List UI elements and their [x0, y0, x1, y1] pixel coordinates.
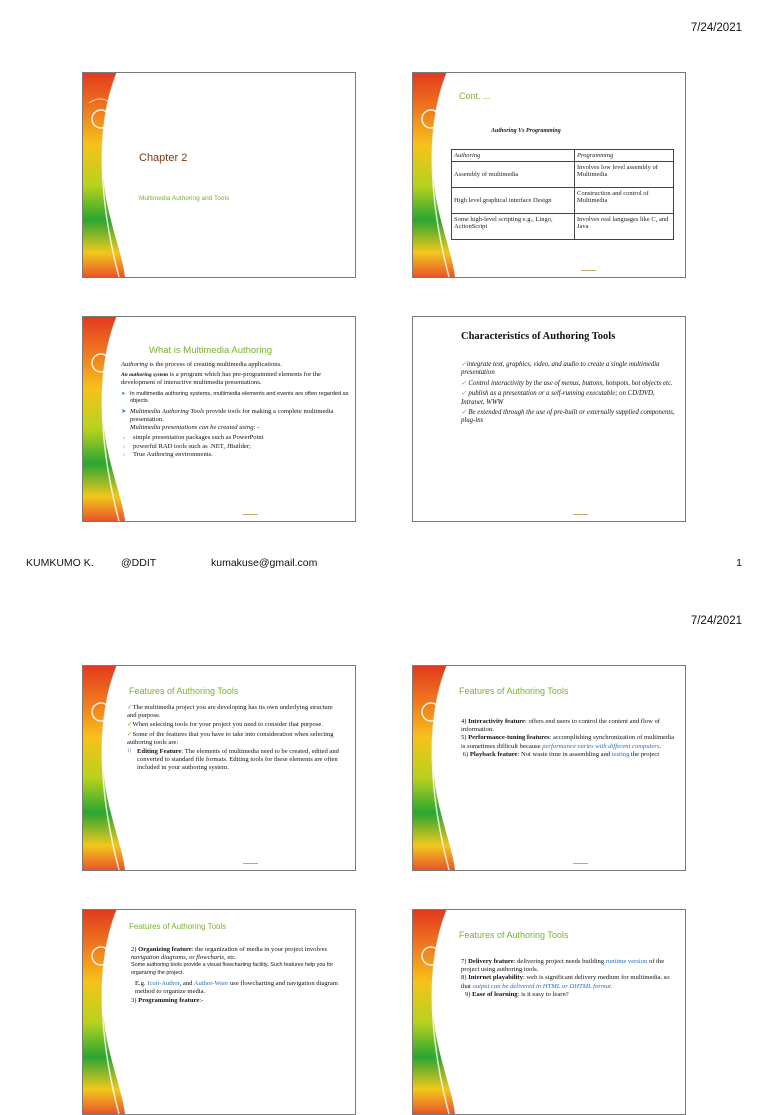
item-number: 9)	[465, 990, 471, 998]
text: : delivering project needs building	[513, 958, 606, 965]
check-icon: ✓	[461, 379, 467, 387]
bold-text: Internet playability	[468, 974, 523, 982]
check-icon: ✓	[127, 730, 133, 738]
check-item	[461, 390, 677, 407]
text: : the organization of media in your project involves	[191, 946, 328, 953]
slide-footer-mark: ▬▬▬▬▬	[573, 512, 588, 516]
text: E.g.	[135, 980, 148, 988]
check-item	[127, 721, 343, 729]
rainbow-swoosh-decoration	[413, 910, 455, 1114]
slide-body	[461, 718, 675, 759]
tool-list	[121, 434, 349, 459]
text: Be extended through the use of pre-built or externally supplied components, plug-ins	[461, 409, 675, 425]
paragraph	[121, 371, 349, 387]
slide-subtitle: Multimedia Authoring and Tools	[139, 195, 230, 202]
item-number: 3)	[131, 996, 137, 1004]
text: use flowcharting and navigation diagram method to organize media.	[135, 980, 338, 996]
check-icon: ✓	[127, 704, 133, 711]
slide-body	[131, 946, 345, 1005]
item-number: 5)	[461, 734, 467, 742]
text: : The elements of multimedia need to be created, edited and converted to standard file formats. Editing tools for these elements are often included in your authoring system.	[137, 748, 339, 772]
slide-body	[461, 958, 675, 999]
table-row	[452, 214, 674, 240]
emphasis: An authoring system	[121, 372, 169, 379]
slide-title: Cont. ...	[459, 91, 491, 101]
emphasis: navigation diagrams	[131, 954, 186, 962]
rainbow-swoosh-decoration	[83, 666, 125, 870]
item-number: 1)	[127, 749, 132, 755]
chevron-bullet-icon: ›	[123, 450, 126, 458]
table-cell: Construction and control of Multimedia	[575, 188, 674, 214]
footer-email[interactable]: kumakuse@gmail.com	[211, 557, 318, 569]
text: In multimedia authoring systems, multimedia elements and events are often regarded as objects.	[130, 390, 349, 405]
footer-org: @DDIT	[121, 557, 157, 569]
rainbow-swoosh-decoration	[413, 73, 455, 277]
highlight-text: Icon-Author	[147, 980, 180, 988]
slide-thumbnail-features-1[interactable]	[82, 665, 356, 871]
emphasis: Multimedia presentations can be created using: -	[130, 424, 260, 432]
page-footer	[0, 557, 768, 573]
chevron-bullet-icon: ›	[123, 442, 126, 450]
text: : web is significant delivery medium for multimedia. so that	[461, 974, 670, 990]
numbered-item	[131, 997, 345, 1005]
bold-text: Editing Feature	[137, 748, 182, 756]
numbered-item	[461, 958, 675, 974]
item-number: 4)	[461, 718, 467, 725]
text: is the process of creating multimedia applications.	[147, 361, 282, 368]
slide-thumbnail-chapter[interactable]	[82, 72, 356, 278]
text: : is it easy to learn?	[517, 990, 569, 998]
slide-footer-mark: ▬▬▬▬▬	[581, 268, 596, 272]
text: .	[659, 742, 662, 750]
slide-thumbnail-authoring-vs-programming[interactable]	[412, 72, 686, 278]
slide-thumbnail-features-4[interactable]	[412, 909, 686, 1115]
highlight-text: testing	[611, 750, 630, 758]
table-header-cell: Programming	[575, 150, 674, 162]
bullet-item	[121, 391, 349, 406]
slide-footer-mark: ▬▬▬▬▬	[243, 512, 258, 516]
text: powerful RAD tools such as .NET, JBuilder;	[133, 442, 251, 450]
check-item	[127, 731, 343, 747]
numbered-item	[131, 946, 345, 962]
text: : Not waste time in assembling and	[517, 750, 612, 758]
bullet-item	[121, 408, 349, 433]
text: the project	[629, 750, 660, 758]
emphasis: Multimedia Authoring Tools	[130, 407, 205, 415]
slide-body	[121, 361, 349, 459]
list-item	[121, 451, 349, 459]
emphasis: Authoring	[121, 361, 148, 368]
paragraph	[121, 361, 349, 369]
bold-text: Ease of learning	[472, 990, 518, 998]
bold-text: Organizing feature	[138, 946, 192, 953]
slide-title: Features of Authoring Tools	[129, 686, 239, 696]
numbered-item	[461, 751, 675, 759]
list-item	[121, 434, 349, 442]
page-date: 7/24/2021	[690, 22, 742, 34]
text: is a program which has pre-programmed elements for the development of interactive multimedia presentations.	[121, 371, 321, 387]
slide-body	[127, 704, 343, 773]
text: integrate text, graphics, video, and audio to create a single multimedia presentation	[461, 361, 660, 377]
check-icon: ✓	[461, 409, 467, 417]
slide-title: Features of Authoring Tools	[129, 922, 227, 931]
check-icon: ✓	[127, 721, 133, 729]
arrow-bullet-icon: ➤	[121, 390, 126, 397]
text: of the project using authoring tools.	[461, 958, 665, 974]
table-row	[452, 188, 674, 214]
slide-thumbnail-what-is-authoring[interactable]	[82, 316, 356, 522]
slide-title: What is Multimedia Authoring	[149, 345, 273, 356]
emphasis: flowcharts	[196, 954, 225, 962]
slide-footer-mark: ▬▬▬▬▬	[243, 861, 258, 865]
highlight-text: runtime version	[605, 958, 648, 965]
numbered-item	[461, 991, 675, 999]
slide-title: Features of Authoring Tools	[459, 686, 569, 696]
text: publish as a presentation or a self-running executable; on CD/DVD, Intranet, WWW	[461, 390, 655, 406]
arrow-bullet-icon: ➤	[121, 407, 127, 415]
list-item	[121, 443, 349, 451]
table-caption: Authoring Vs Programming	[491, 128, 561, 134]
page-date: 7/24/2021	[690, 615, 742, 627]
slide-body	[461, 361, 677, 426]
slide-thumbnail-features-3[interactable]	[82, 909, 356, 1115]
numbered-item	[127, 748, 343, 773]
slide-thumbnail-characteristics[interactable]	[412, 316, 686, 522]
check-icon: ✓	[461, 390, 467, 398]
table-cell: Assembly of multimedia	[452, 162, 575, 188]
table-header-row	[452, 150, 674, 162]
check-item	[461, 361, 677, 378]
table-cell: Involves real languages like C, and Java	[575, 214, 674, 240]
text: , etc.	[224, 954, 237, 962]
text: True Authoring environments.	[133, 450, 213, 458]
emphasis: performance varies with different computers	[542, 742, 660, 750]
text: The multimedia project you are developing has its own underlying structure and purpose.	[127, 704, 333, 720]
rainbow-swoosh-decoration	[83, 73, 125, 277]
text: , and	[179, 980, 194, 988]
authoring-vs-programming-table	[451, 149, 674, 240]
slide-title: Characteristics of Authoring Tools	[461, 331, 616, 342]
check-item	[461, 409, 677, 426]
bold-text: Delivery feature	[468, 958, 514, 965]
example-text	[131, 980, 345, 996]
rainbow-swoosh-decoration	[83, 910, 125, 1114]
table-cell: High level graphical interface Design	[452, 188, 575, 214]
item-number: 6)	[462, 750, 469, 758]
footer-author: KUMKUMO K.	[26, 557, 94, 569]
bold-text: Playback feature	[469, 750, 518, 758]
table-cell: Some high-level scripting e.g., Lingo, ActionScript	[452, 214, 575, 240]
text: : offers end users to control the content and flow of information.	[461, 718, 660, 734]
slide-footer-mark: ▬▬▬▬▬	[573, 861, 588, 865]
numbered-item	[461, 718, 675, 734]
note-text: Some authoring tools provide a visual flowcharting facility. Such features help you for organizing the project.	[131, 962, 334, 976]
rainbow-swoosh-decoration	[83, 317, 125, 521]
text: :-	[199, 996, 204, 1004]
slide-title: Chapter 2	[139, 152, 188, 164]
emphasis: output can be delivered in HTML or DHTML format.	[472, 982, 613, 990]
text: , or	[185, 954, 197, 962]
highlight-text: Author-Ware	[193, 980, 229, 988]
bold-text: Interactivity feature	[468, 718, 525, 725]
check-icon: ✓	[461, 361, 467, 368]
item-number: 8)	[461, 974, 467, 982]
text: Some of the features that you have to take into consideration when selecting authoring tools are:	[127, 730, 334, 746]
item-number: 7)	[461, 958, 467, 965]
rainbow-swoosh-decoration	[413, 666, 455, 870]
table-row	[452, 162, 674, 188]
check-item	[127, 704, 343, 720]
numbered-item	[461, 974, 675, 990]
text: simple presentation packages such as PowerPoint	[133, 434, 264, 442]
item-number: 2)	[131, 946, 137, 953]
text: When selecting tools for your project you need to consider that purpose.	[132, 721, 323, 729]
check-item	[461, 380, 677, 388]
text: Control interactivity by the use of menus, buttons, hotspots, hot objects etc.	[468, 379, 673, 387]
table-cell: Involves low level assembly of Multimedia	[575, 162, 674, 188]
footer-page-number: 1	[736, 557, 742, 569]
slide-title: Features of Authoring Tools	[459, 930, 569, 940]
bold-text: Programming feature	[138, 996, 200, 1004]
text: : accomplishing synchronization of multimedia is sometimes difficult because	[461, 734, 675, 750]
text: provide tools for making a complete multimedia presentation.	[130, 407, 334, 423]
numbered-item	[461, 734, 675, 750]
table-header-cell: Authoring	[452, 150, 575, 162]
slide-thumbnail-features-2[interactable]	[412, 665, 686, 871]
bold-text: Performance-tuning features	[468, 734, 550, 742]
chevron-bullet-icon: ›	[123, 434, 126, 442]
